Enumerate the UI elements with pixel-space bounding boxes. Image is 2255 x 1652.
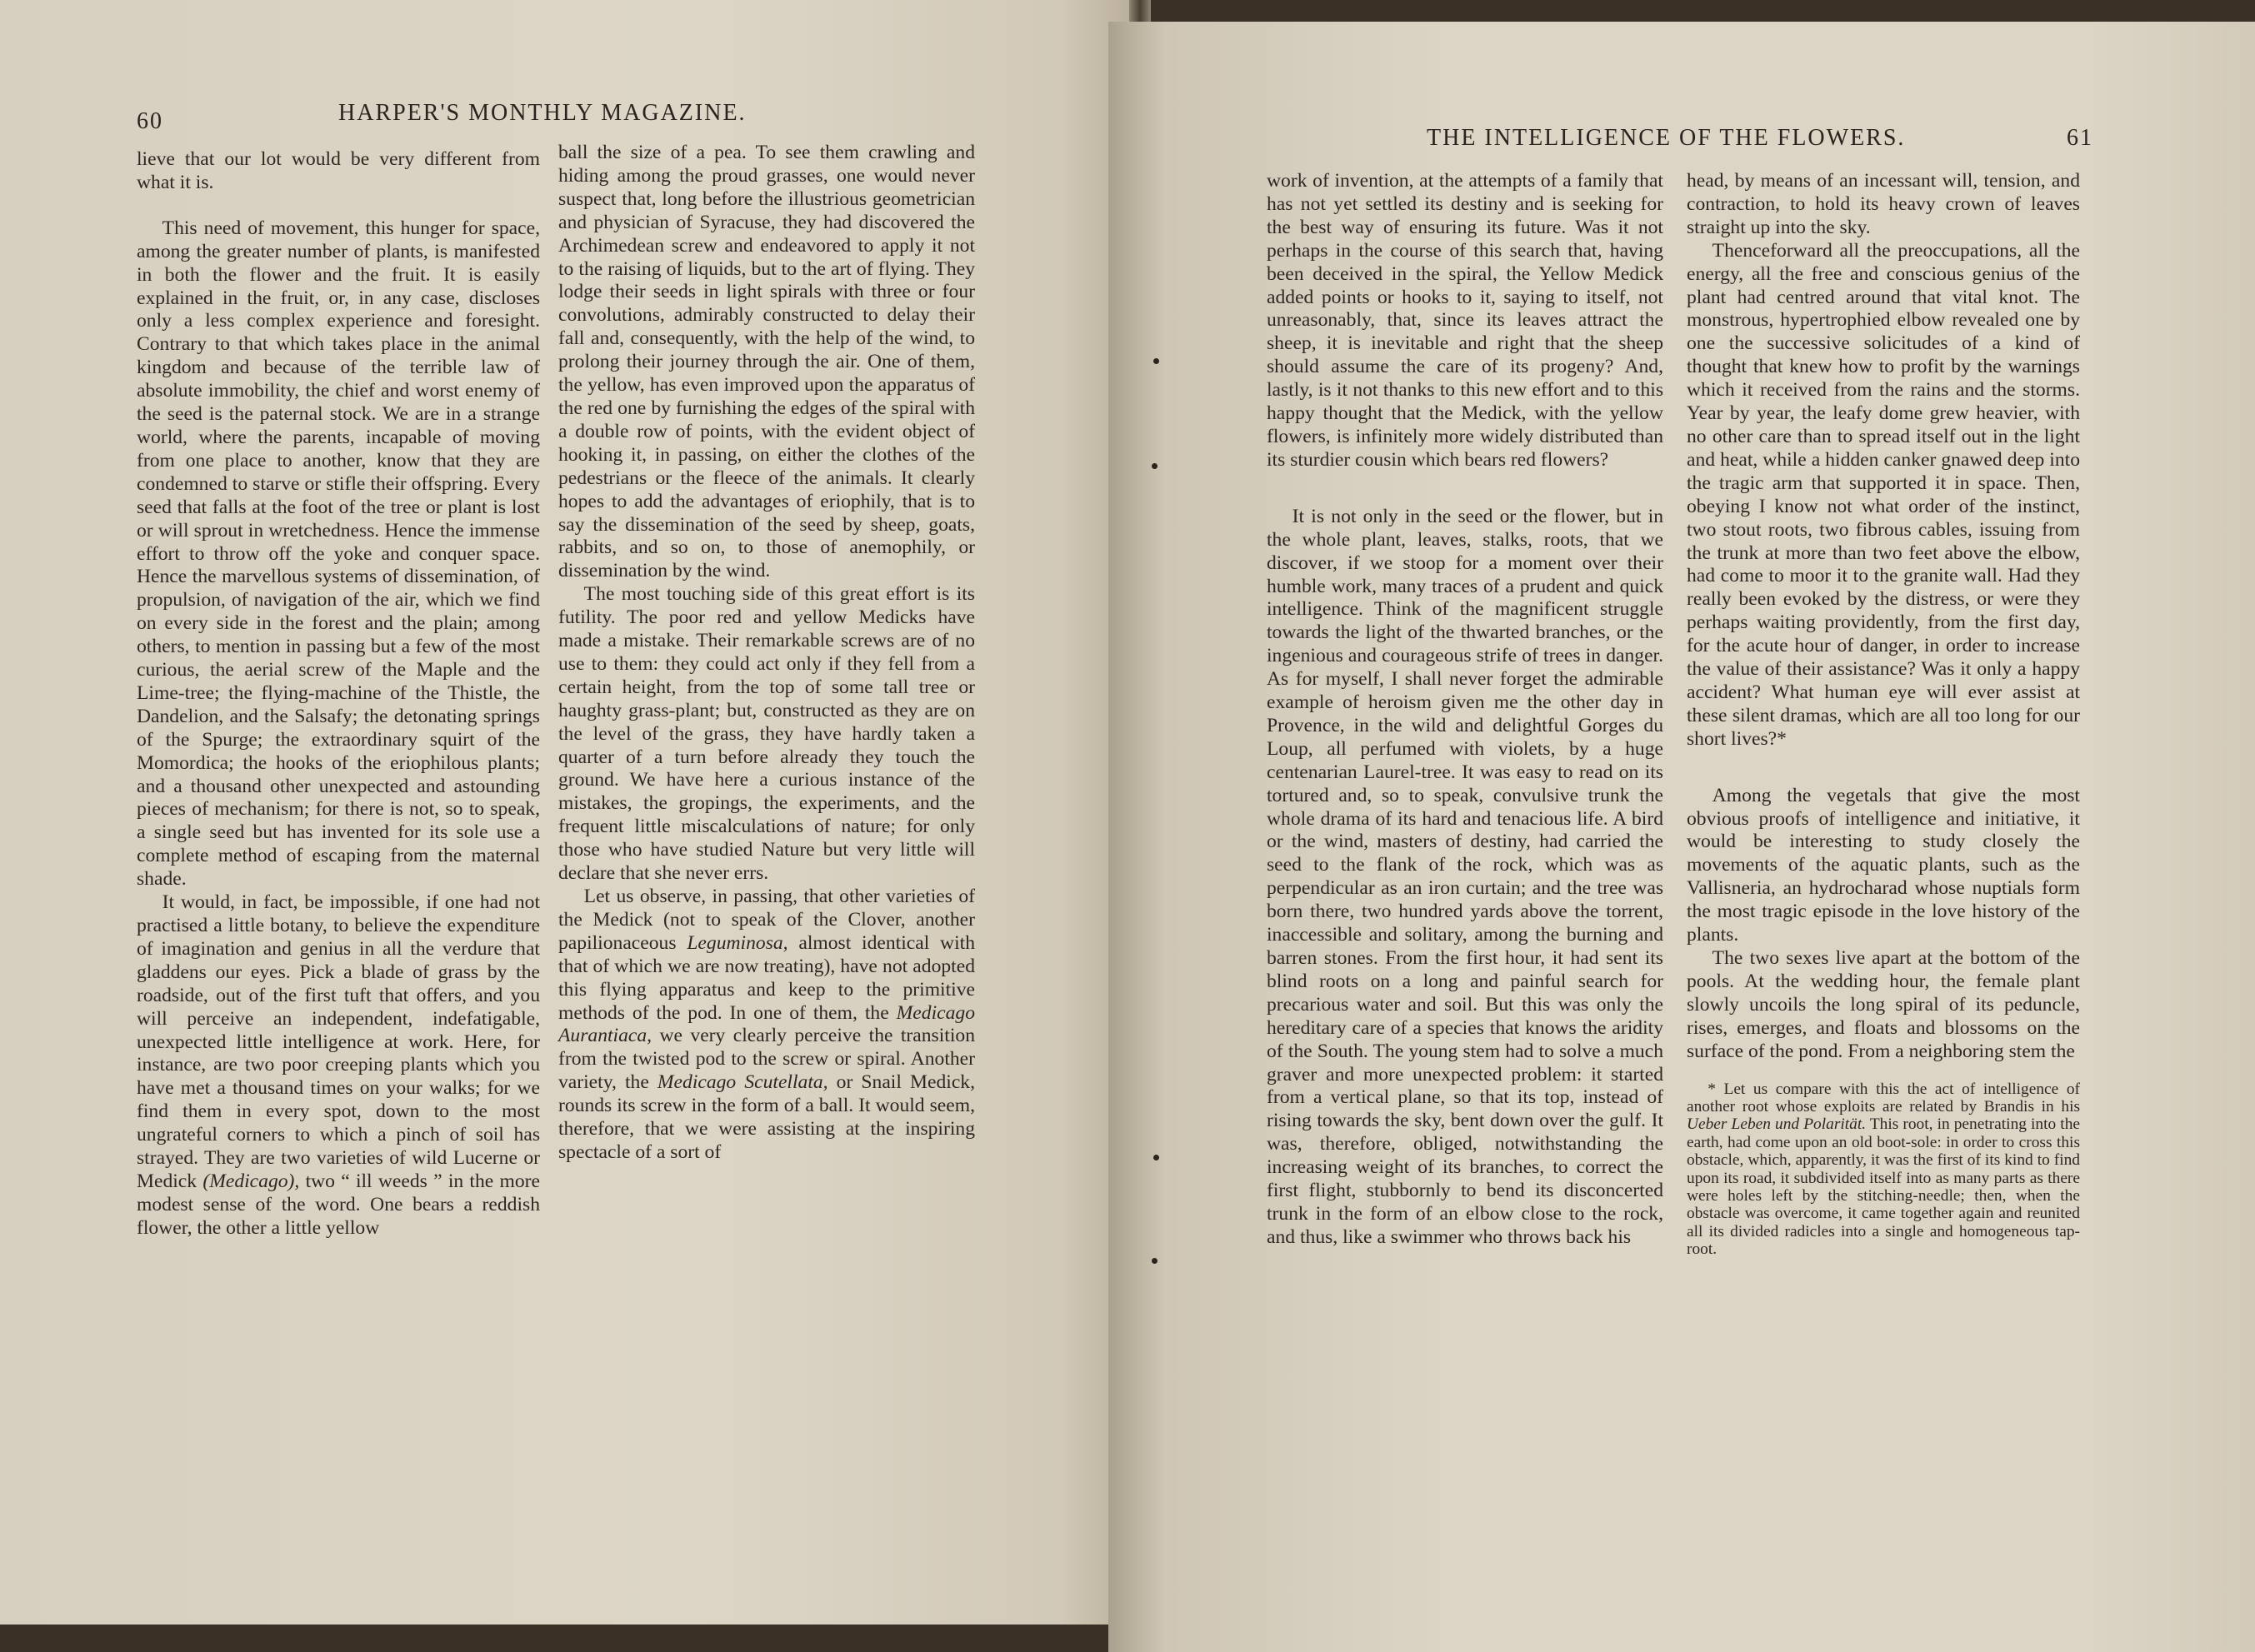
- paragraph: head, by means of an incessant will, tension, and contraction, to hold its heavy crown of leaves straight up into the sky.: [1687, 170, 2080, 238]
- paragraph: Among the vegetals that give the most obvious proofs of intelligence and initiative, it would be interesting to study closely the movements of the aquatic plants, such as the Vallisneria, an hydrocharad whose nuptials form the most tragic episode in the love history of the plants.: [1687, 784, 2080, 946]
- left-page-column-2: [558, 142, 975, 1165]
- footnote: * Let us compare with this the act of intelligence of another root whose exploits are related by Brandis in his Ueber Leben und Polarität. This root, in penetrating into the earth, had come upon an old boot-sole: in order to cross this obstacle, which, apparently, it was the first of its kind to find upon its road, it subdivided itself into as many parts as there were holes left by the stitching-needle; then, when the obstacle was overcome, it came together again and reunited all its divided radicles into a single and homogeneous tap-root.: [1687, 1080, 2080, 1259]
- page-number-left: 60: [137, 108, 163, 134]
- left-page: [0, 0, 1140, 1625]
- paragraph: The most touching side of this great effort is its futility. The poor red and yellow Medicks have made a mistake. Their remarkable screws are of no use to them: they could act only if they fell from a certain height, from the top of some tall tree or haughty grass-plant; but, constructed as they are on the level of the grass, they have hardly taken a quarter of a turn before already they touch the ground. We have here a curious instance of the mistakes, the gropings, the experiments, and the frequent little miscalculations of nature; for only those who have studied Nature but very little will declare that she never errs.: [558, 583, 975, 885]
- running-head-left: HARPER'S MONTHLY MAGAZINE.: [338, 100, 747, 126]
- paragraph: lieve that our lot would be very different from what it is.: [137, 148, 540, 193]
- paragraph: work of invention, at the attempts of a family that has not yet settled its destiny and is seeking for the best way of ensuring its future. Was it not perhaps in the course of this search that, having been deceived in the spiral, the Yellow Medick added points or hooks to it, saying to itself, not unreasonably, that, since its leaves attract the sheep, it is inevitable and right that the sheep should assume the care of its progeny? And, lastly, is it not thanks to this new effort and to this happy thought that the Medick, with the yellow flowers, is infinitely more widely distributed than its sturdier cousin which bears red flowers?: [1267, 170, 1663, 471]
- paragraph: Let us observe, in passing, that other varieties of the Medick (not to speak of the Clover, another papilionaceous Leguminosa, almost identical with that of which we are now treating), have not adopted this flying apparatus and keep to the primitive methods of the pod. In one of them, the Medicago Aurantiaca, we very clearly perceive the transition from the twisted pod to the screw or spiral. Another variety, the Medicago Scutellata, or Snail Medick, rounds its screw in the form of a ball. It would seem, therefore, that we were assisting at the inspiring spectacle of a sort of: [558, 886, 975, 1163]
- right-page-column-2: [1687, 170, 2080, 1259]
- right-page: [1108, 22, 2255, 1652]
- paragraph: It would, in fact, be impossible, if one had not practised a little botany, to believe the expenditure of imagination and genius in all the verdure that gladdens our eyes. Pick a blade of grass by the roadside, out of the first tuft that offers, and you will perceive an independent, indefatigable, unexpected little intelligence at work. Here, for instance, are two poor creeping plants which you have met a thousand times on your walks; for we find them in every spot, down to the most ungrateful corners to which a pinch of soil has strayed. They are two varieties of wild Lucerne or Medick (Medicago), two “ ill weeds ” in the more modest sense of the word. One bears a reddish flower, the other a little yellow: [137, 891, 540, 1239]
- paragraph: ball the size of a pea. To see them crawling and hiding among the proud grasses, one would never suspect that, long before the illustrious geometrician and physician of Syracuse, they had discovered the Archimedean screw and endeavored to apply it not to the raising of liquids, but to the art of flying. They lodge their seeds in light spirals with three or four convolutions, admirably constructed to delay their fall and, consequently, with the help of the wind, to prolong their journey through the air. One of them, the yellow, has even improved upon the apparatus of the red one by furnishing the edges of the spiral with a double row of points, with the evident object of hooking it, in passing, on either the clothes of the pedestrians or the fleece of the animals. It clearly hopes to add the advantages of eriophily, that is to say the dissemination of the seed by sheep, goats, rabbits, and so on, to those of anemophily, or dissemination by the wind.: [558, 142, 975, 582]
- margin-speck: [1153, 1155, 1159, 1160]
- margin-speck: [1152, 1258, 1158, 1264]
- page-number-right: 61: [2067, 125, 2093, 151]
- paragraph: Thenceforward all the preoccupations, all the energy, all the free and conscious genius of the plant had centred around that vital knot. The monstrous, hypertrophied elbow revealed one by one the successive solicitudes of a kind of thought that knew how to profit by the warnings which it received from the rains and the storms. Year by year, the leafy dome grew heavier, with no other care than to spread itself out in the light and heat, while a hidden canker gnawed deep into the tragic arm that supported it in space. Then, obeying I know not what order of the instinct, two stout roots, two fibrous cables, issuing from the trunk at more than two feet above the elbow, had come to moor it to the granite wall. Had they really been evoked by the distress, or were they perhaps waiting providently, from the first day, for the acute hour of danger, in order to increase the value of their assistance? Was it only a happy accident? What human eye will ever assist at these silent dramas, which are all too long for our short lives?*: [1687, 239, 2080, 750]
- margin-speck: [1152, 463, 1158, 469]
- right-page-column-1: [1267, 170, 1663, 1250]
- running-head-right: THE INTELLIGENCE OF THE FLOWERS.: [1427, 125, 1906, 151]
- paragraph: The two sexes live apart at the bottom of the pools. At the wedding hour, the female plant slowly uncoils the long spiral of its peduncle, rises, emerges, and floats and blossoms on the surface of the pond. From a neighboring stem the: [1687, 947, 2080, 1062]
- margin-speck: [1153, 358, 1159, 364]
- paragraph: This need of movement, this hunger for space, among the greater number of plants, is manifested in both the flower and the fruit. It is easily explained in the fruit, or, in any case, discloses only a less complex experience and foresight. Contrary to that which takes place in the animal kingdom and because of the terrible law of absolute immobility, the chief and worst enemy of the seed is the paternal stock. We are in a strange world, where the parents, incapable of moving from one place to another, know that they are condemned to starve or stifle their offspring. Every seed that falls at the foot of the tree or plant is lost or will sprout in wretchedness. Hence the immense effort to throw off the yoke and conquer space. Hence the marvellous systems of dissemination, of propulsion, of navigation of the air, which we find on every side in the forest and the plain; among others, to mention in passing but a few of the most curious, the aerial screw of the Maple and the Lime-tree; the flying-machine of the Thistle, the Dandelion, and the Salsafy; the detonating springs of the Spurge; the extraordinary squirt of the Momordica; the hooks of the eriophilous plants; and a thousand other unexpected and astounding pieces of mechanism; for there is not, so to speak, a single seed but has invented for its sole use a complete method of escaping from the maternal shade.: [137, 217, 540, 891]
- paragraph: It is not only in the seed or the flower, but in the whole plant, leaves, stalks, roots, that we discover, if we stoop for a moment over their humble work, many traces of a prudent and quick intelligence. Think of the magnificent struggle towards the light of the thwarted branches, or the ingenious and courageous strife of trees in danger. As for myself, I shall never forget the admirable example of heroism given me the other day in Provence, in the wild and delightful Gorges du Loup, all perfumed with violets, by a huge centenarian Laurel-tree. It was easy to read on its tortured and, so to speak, convulsive trunk the whole drama of its hard and tenacious life. A bird or the wind, masters of destiny, had carried the seed to the flank of the rock, which was as perpendicular as an iron curtain; and the tree was born there, two hundred yards above the torrent, inaccessible and solitary, among the burning and barren stones. From the first hour, it had sent its blind roots on a long and painful search for precarious water and soil. But this was only the hereditary care of a species that knows the aridity of the South. The young stem had to solve a much graver and more unexpected problem: it started from a vertical plane, so that its top, instead of rising towards the sky, bent down over the gulf. It was, therefore, obliged, notwithstanding the increasing weight of its branches, to correct the first flight, stubbornly to bend its disconcerted trunk in the form of an elbow close to the rock, and thus, like a swimmer who throws back his: [1267, 505, 1663, 1248]
- left-page-column-1: [137, 148, 540, 1240]
